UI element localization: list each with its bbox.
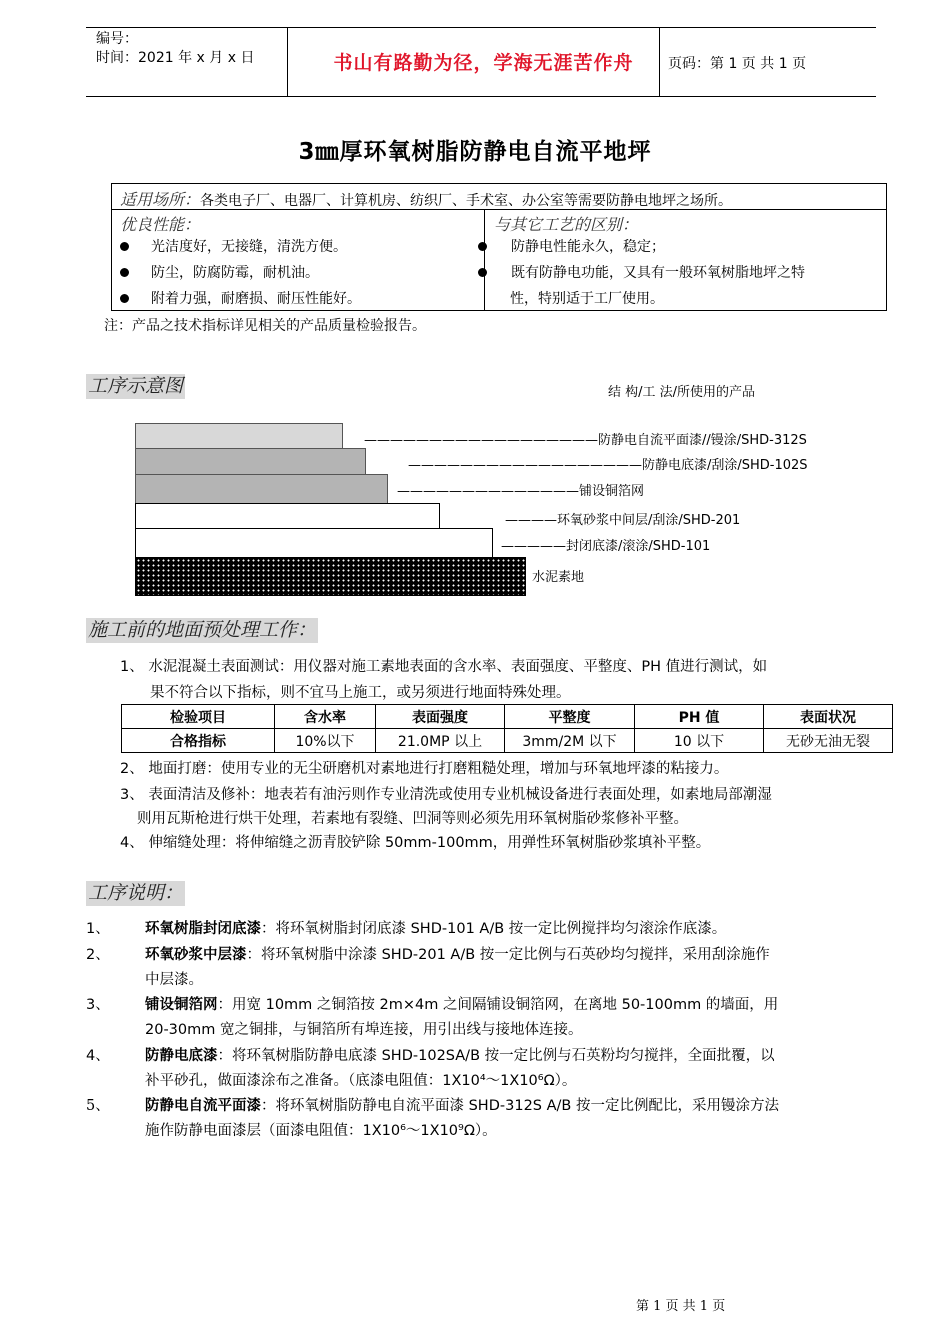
step-text: ：将环氧树脂防静电自流平面漆 SHD-312S A/B 按一定比例配比，采用镘涂方法 bbox=[261, 1098, 779, 1114]
step-number: 5、 bbox=[86, 1098, 110, 1114]
bullet-icon bbox=[478, 242, 487, 251]
prep-item-4: 4、 伸缩缝处理：将伸缩缝之沥青胶铲除 50mm-100mm，用弹性环氧树脂砂浆填补平整。 bbox=[120, 835, 711, 851]
time-label: 时间：2021 年 x 月 x 日 bbox=[96, 50, 255, 66]
diff-label: 与其它工艺的区别： bbox=[494, 215, 639, 234]
step-number: 1、 bbox=[86, 921, 110, 937]
bullet-icon bbox=[478, 268, 487, 277]
prep-item-3: 3、 表面清洁及修补：地表若有油污则作专业清洗或使用专业机械设备进行表面处理，如素地局部潮湿 bbox=[120, 787, 772, 803]
step-item bbox=[145, 916, 726, 942]
step-number: 3、 bbox=[86, 997, 110, 1013]
step-text: ：将环氧树脂封闭底漆 SHD-101 A/B 按一定比例搅拌均匀滚涂作底漆。 bbox=[261, 921, 727, 937]
table-cell: 3mm/2M 以下 bbox=[505, 729, 635, 753]
layer-label: ————环氧砂浆中间层/刮涂/SHD-201 bbox=[505, 513, 741, 528]
layer-label: ——————————————铺设铜箔网 bbox=[397, 484, 645, 499]
spec-table bbox=[121, 704, 893, 753]
step-item bbox=[145, 942, 770, 968]
merit-item: 附着力强，耐磨损、耐压性能好。 bbox=[120, 288, 361, 308]
page-footer: 第 1 页 共 1 页 bbox=[636, 1299, 726, 1314]
layer-label: ——————————————————防静电自流平面漆//镘涂/SHD-312S bbox=[364, 433, 807, 448]
prep-item-2: 2、 地面打磨：使用专业的无尘研磨机对素地进行打磨粗糙处理，增加与环氧地坪漆的粘接力。 bbox=[120, 761, 729, 777]
layer-label: —————封闭底漆/滚涂/SHD-101 bbox=[501, 539, 711, 554]
step-name: 防静电底漆 bbox=[145, 1048, 218, 1064]
applicable-row bbox=[120, 187, 732, 210]
header-divider bbox=[287, 28, 288, 96]
step-item bbox=[145, 992, 778, 1018]
layer-mortar bbox=[135, 503, 440, 530]
merit-item: 防尘，防腐防霉，耐机油。 bbox=[120, 262, 319, 282]
table-header: PH 值 bbox=[635, 705, 764, 729]
header-left bbox=[96, 30, 254, 68]
page-title: 3㎜厚环氧树脂防静电自流平地坪 bbox=[298, 139, 652, 165]
header-divider bbox=[659, 28, 660, 96]
layer-sealer bbox=[135, 528, 493, 558]
step-name: 铺设铜箔网 bbox=[145, 997, 218, 1013]
step-number: 2、 bbox=[86, 947, 110, 963]
step-text-cont: 施作防静电面漆层（面漆电阻值：1X10⁶～1X10⁹Ω）。 bbox=[145, 1123, 497, 1139]
step-text: ：将环氧树脂防静电底漆 SHD-102SA/B 按一定比例与石英粉均匀搅拌，全面批覆，以 bbox=[217, 1048, 775, 1064]
table-cell: 10%以下 bbox=[275, 729, 376, 753]
header-motto: 书山有路勤为径，学海无涯苦作舟 bbox=[333, 52, 634, 74]
divider bbox=[484, 210, 485, 310]
table-cell: 10 以下 bbox=[635, 729, 764, 753]
step-name: 防静电自流平面漆 bbox=[145, 1098, 261, 1114]
table-header: 平整度 bbox=[505, 705, 635, 729]
serial-label: 编号： bbox=[96, 31, 138, 47]
step-number: 4、 bbox=[86, 1048, 110, 1064]
divider bbox=[112, 209, 886, 210]
header-page-info: 页码：第 1 页 共 1 页 bbox=[668, 56, 807, 72]
section-steps-title: 工序说明： bbox=[88, 882, 184, 904]
table-row bbox=[122, 729, 893, 753]
diff-item: 既有防静电功能，又具有一般环氧树脂地坪之特 bbox=[478, 262, 805, 282]
layer-label: 水泥素地 bbox=[532, 570, 585, 585]
layer-concrete bbox=[135, 557, 526, 596]
bullet-icon bbox=[120, 268, 129, 277]
table-header: 检验项目 bbox=[122, 705, 275, 729]
diagram-legend: 结 构/工 法/所使用的产品 bbox=[608, 385, 756, 400]
layer-primer bbox=[135, 448, 366, 475]
bullet-icon bbox=[120, 242, 129, 251]
properties-box bbox=[111, 183, 887, 311]
table-header: 含水率 bbox=[275, 705, 376, 729]
section-prep-title: 施工前的地面预处理工作： bbox=[88, 619, 317, 641]
table-header-row bbox=[122, 705, 893, 729]
merit-item: 光洁度好，无接缝，清洗方便。 bbox=[120, 236, 347, 256]
step-text-cont: 补平砂孔，做面漆涂布之准备。（底漆电阻值：1X10⁴～1X10⁶Ω）。 bbox=[145, 1073, 577, 1089]
table-header: 表面状况 bbox=[764, 705, 893, 729]
layer-copper-mesh bbox=[135, 474, 388, 504]
step-name: 环氧树脂封闭底漆 bbox=[145, 921, 261, 937]
layer-label: ——————————————————防静电底漆/刮涂/SHD-102S bbox=[408, 458, 808, 473]
applicable-text: 各类电子厂、电器厂、计算机房、纺织厂、手术室、办公室等需要防静电地坪之场所。 bbox=[200, 193, 733, 209]
layer-top-coat bbox=[135, 423, 343, 450]
table-cell: 21.0MP 以上 bbox=[376, 729, 505, 753]
step-name: 环氧砂浆中层漆 bbox=[145, 947, 247, 963]
applicable-label: 适用场所： bbox=[120, 190, 201, 209]
prep-item-1-cont: 果不符合以下指标，则不宜马上施工，或另须进行地面特殊处理。 bbox=[150, 685, 571, 701]
table-cell: 无砂无油无裂 bbox=[764, 729, 893, 753]
table-cell: 合格指标 bbox=[122, 729, 275, 753]
section-diagram-title: 工序示意图 bbox=[88, 375, 184, 397]
merit-label: 优良性能： bbox=[120, 215, 201, 234]
note: 注：产品之技术指标详见相关的产品质量检验报告。 bbox=[104, 318, 426, 334]
diff-item: 防静电性能永久，稳定； bbox=[478, 236, 665, 256]
prep-item-3-cont: 则用瓦斯枪进行烘干处理，若素地有裂缝、凹洞等则必须先用环氧树脂砂浆修补平整。 bbox=[137, 811, 688, 827]
document-header bbox=[86, 27, 876, 97]
step-text-cont: 20-30mm 宽之铜排，与铜箔所有埠连接，用引出线与接地体连接。 bbox=[145, 1022, 583, 1038]
step-item bbox=[145, 1043, 775, 1069]
diff-item-cont: 性，特别适于工厂使用。 bbox=[510, 291, 664, 307]
bullet-icon bbox=[120, 294, 129, 303]
step-text-cont: 中层漆。 bbox=[145, 972, 203, 988]
table-header: 表面强度 bbox=[376, 705, 505, 729]
step-text: ：将环氧树脂中涂漆 SHD-201 A/B 按一定比例与石英砂均匀搅拌，采用刮涂施作 bbox=[246, 947, 770, 963]
step-item bbox=[145, 1093, 779, 1119]
prep-item-1: 1、 水泥混凝土表面测试：用仪器对施工素地表面的含水率、表面强度、平整度、PH 值进行测试，如 bbox=[120, 659, 768, 675]
step-text: ：用宽 10mm 之铜箔按 2m×4m 之间隔铺设铜箔网，在离地 50-100mm 的墙面，用 bbox=[217, 997, 779, 1013]
